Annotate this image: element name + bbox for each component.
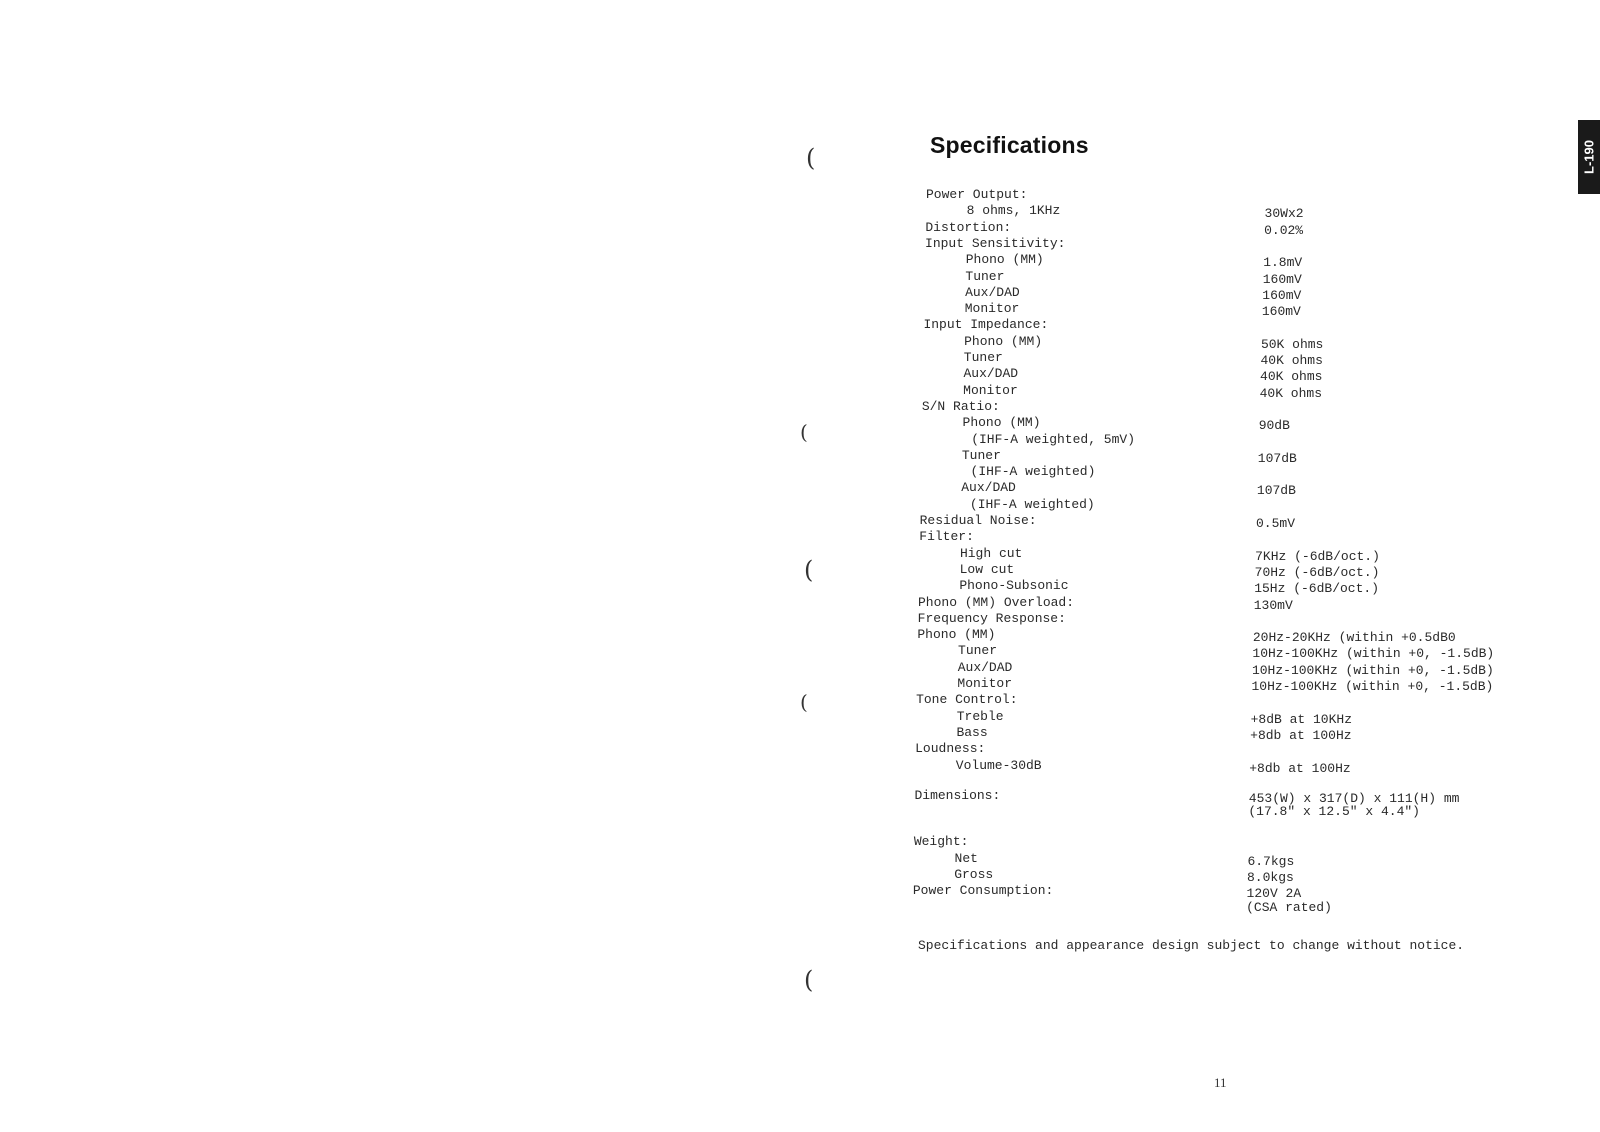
spec-label: Filter: [919, 529, 974, 545]
spec-label: Volume-30dB [955, 757, 1042, 773]
spec-value: 50K ohms [1260, 336, 1324, 352]
spec-value: 40K ohms [1259, 385, 1323, 401]
spec-label: Phono (MM) [965, 252, 1044, 268]
spec-label: Gross [954, 867, 994, 882]
spec-value: 160mV [1262, 287, 1302, 303]
spec-label: Bass [956, 724, 988, 740]
spec-label: (IHF-A weighted) [969, 496, 1095, 512]
spec-label: (IHF-A weighted, 5mV) [971, 431, 1136, 447]
binding-hole-mark: ( [800, 420, 808, 444]
spec-label: Phono (MM) [917, 627, 996, 643]
spec-label: Distortion: [925, 219, 1012, 235]
spec-label: Tone Control: [916, 692, 1018, 708]
spec-value: (CSA rated) [1246, 899, 1332, 915]
spec-label: Aux/DAD [961, 480, 1016, 496]
spec-label: Dimensions: [914, 787, 1001, 803]
spec-label: Tuner [963, 350, 1003, 365]
spec-value: (17.8" x 12.5" x 4.4") [1248, 804, 1420, 820]
spec-label: High cut [959, 545, 1023, 561]
spec-value: 10Hz-100KHz (within +0, -1.5dB) [1251, 662, 1494, 678]
binding-hole-mark: ( [804, 556, 814, 584]
spec-label: Power Consumption: [912, 883, 1054, 899]
footnote: Specifications and appearance design subject to change without notice. [918, 938, 1465, 953]
spec-label: S/N Ratio: [921, 398, 1000, 414]
spec-value: 70Hz (-6dB/oct.) [1254, 564, 1380, 580]
spec-value: 40K ohms [1260, 353, 1323, 368]
spec-label: Tuner [961, 447, 1001, 463]
spec-label: Weight: [913, 834, 969, 850]
spec-label: Phono-Subsonic [959, 578, 1069, 594]
page-number: 11 [1214, 1075, 1227, 1090]
spec-value: 7KHz (-6dB/oct.) [1255, 548, 1380, 564]
spec-label: 8 ohms, 1KHz [966, 203, 1061, 219]
spec-value: 120V 2A [1246, 886, 1302, 902]
spec-value: +8db at 100Hz [1250, 727, 1352, 743]
spec-label: Monitor [957, 676, 1012, 691]
spec-value: +8dB at 10KHz [1250, 711, 1353, 727]
spec-value: 15Hz (-6dB/oct.) [1254, 581, 1380, 597]
model-tab-label: L-190 [1581, 140, 1597, 174]
spec-value: 90dB [1258, 418, 1290, 434]
spec-value: 20Hz-20KHz (within +0.5dB0 [1252, 630, 1456, 646]
spec-value: 6.7kgs [1247, 853, 1295, 869]
spec-label: Tuner [958, 643, 998, 659]
spec-label: Aux/DAD [963, 366, 1019, 382]
spec-label: Phono (MM) [962, 415, 1041, 431]
spec-label: Treble [956, 708, 1004, 724]
spec-label: Phono (MM) [964, 333, 1043, 349]
spec-value: 8.0kgs [1247, 870, 1294, 885]
spec-value: 0.02% [1264, 222, 1304, 238]
page-title: Specifications [930, 132, 1089, 158]
spec-label: Low cut [959, 561, 1015, 577]
spec-value: 10Hz-100KHz (within +0, -1.5dB) [1252, 646, 1495, 662]
spec-label: Power Output: [926, 187, 1028, 202]
spec-value: 40K ohms [1260, 369, 1323, 385]
spec-value: 30Wx2 [1264, 206, 1304, 222]
spec-value: 160mV [1262, 271, 1302, 287]
spec-label: Phono (MM) Overload: [918, 594, 1075, 610]
spec-label: Aux/DAD [965, 284, 1020, 300]
spec-value: 10Hz-100KHz (within +0, -1.5dB) [1251, 679, 1494, 694]
spec-label: Residual Noise: [919, 513, 1037, 528]
spec-label: (IHF-A weighted) [970, 464, 1096, 480]
spec-label: Aux/DAD [957, 659, 1013, 675]
spec-value: 453(W) x 317(D) x 111(H) mm [1248, 790, 1460, 806]
spec-value: +8db at 100Hz [1249, 760, 1351, 776]
spec-value: 107dB [1256, 483, 1296, 499]
spec-label: Tuner [965, 268, 1005, 284]
spec-label: Input Impedance: [923, 317, 1049, 333]
spec-label: Input Sensitivity: [925, 235, 1066, 251]
spec-value: 1.8mV [1263, 255, 1303, 271]
spec-label: Monitor [964, 301, 1020, 317]
spec-label: Frequency Response: [917, 610, 1066, 626]
spec-value: 107dB [1257, 450, 1297, 466]
spec-label: Monitor [963, 382, 1018, 398]
spec-value: 130mV [1253, 597, 1293, 613]
spec-label: Loudness: [915, 741, 986, 757]
spec-value: 160mV [1261, 304, 1301, 320]
binding-hole-mark: ( [804, 966, 814, 994]
binding-hole-mark: ( [800, 690, 808, 714]
binding-hole-mark: ( [806, 144, 816, 172]
spec-label: Net [954, 850, 978, 866]
spec-value: 0.5mV [1256, 516, 1296, 531]
